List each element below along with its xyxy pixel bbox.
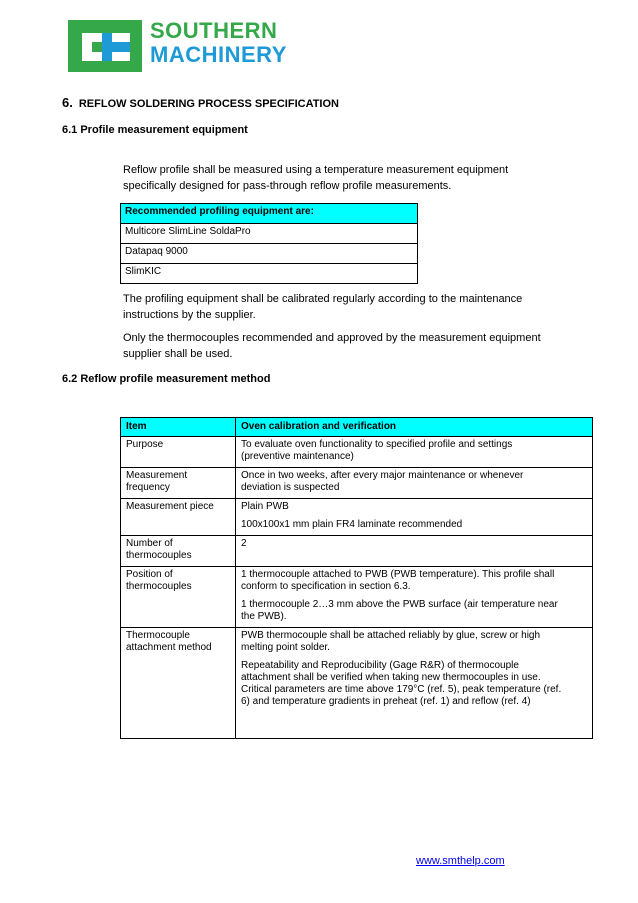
table-header-cell: Oven calibration and verification [236, 418, 593, 437]
table-row [121, 628, 593, 739]
table-cell: Multicore SlimLine SoldaPro [121, 224, 418, 244]
table-row [121, 264, 418, 284]
text-line: specifically designed for pass-through reflow profile measurements. [123, 180, 452, 192]
text-line: The profiling equipment shall be calibrated regularly according to the maintenance [123, 293, 523, 305]
table-cell-description: 1 thermocouple attached to PWB (PWB temperature). This profile shall conform to specification in section 6.3. 1 thermocouple 2…3 mm above the PWB surface (air temperature near the PWB). [236, 567, 593, 628]
table-cell-description: Plain PWB 100x100x1 mm plain FR4 laminate recommended [236, 499, 593, 536]
table-cell-item: Purpose [121, 437, 236, 468]
table-header-row [121, 418, 593, 437]
text-line: Reflow profile shall be measured using a temperature measurement equipment [123, 164, 509, 176]
section-title: REFLOW SOLDERING PROCESS SPECIFICATION [78, 98, 339, 110]
table-row [121, 437, 593, 468]
text-line: instructions by the supplier. [123, 309, 256, 321]
calibration-paragraph [123, 291, 563, 323]
table-header-cell: Item [121, 418, 236, 437]
section-number: 6. [62, 95, 73, 110]
section-heading [62, 95, 339, 110]
equipment-table [120, 203, 418, 284]
table-cell-description: Once in two weeks, after every major maintenance or whenever deviation is suspected [236, 468, 593, 499]
table-cell-item: Measurement frequency [121, 468, 236, 499]
table-row [121, 224, 418, 244]
table-row [121, 567, 593, 628]
table-row [121, 499, 593, 536]
table-cell-item: Measurement piece [121, 499, 236, 536]
company-logo [66, 16, 306, 76]
table-cell-description: PWB thermocouple shall be attached reliably by glue, screw or high melting point solder. Repeatability and Reproducibility (Gage R&R) of thermocouple attachment shall be verified when taking new thermocouples in use. Critical parameters are time above 179°C (ref. 5), peak temperature (ref. 6) and temperature gradients in preheat (ref. 1) and reflow (ref. 4) [236, 628, 593, 739]
table-cell-description: To evaluate oven functionality to specified profile and settings (preventive maintenance) [236, 437, 593, 468]
table-cell: Datapaq 9000 [121, 244, 418, 264]
measurement-method-table [120, 417, 593, 739]
website-link[interactable]: www.smthelp.com [416, 855, 505, 867]
logo-text-machinery: MACHINERY [150, 42, 287, 67]
table-row [121, 244, 418, 264]
table-cell-description: 2 [236, 536, 593, 567]
table-cell-item: Position of thermocouples [121, 567, 236, 628]
text-line: Only the thermocouples recommended and approved by the measurement equipment [123, 332, 541, 344]
logo-text-southern: SOUTHERN [150, 18, 278, 43]
subsection-heading-6-2: 6.2 Reflow profile measurement method [62, 373, 271, 385]
table-row [121, 536, 593, 567]
table-cell-item: Thermocouple attachment method [121, 628, 236, 739]
thermocouple-paragraph [123, 330, 563, 362]
text-line: supplier shall be used. [123, 348, 233, 360]
logo-mark-icon [66, 16, 146, 76]
subsection-heading-6-1: 6.1 Profile measurement equipment [62, 124, 248, 136]
table-cell-item: Number of thermocouples [121, 536, 236, 567]
equipment-intro-paragraph [123, 162, 563, 194]
table-header-row [121, 204, 418, 224]
table-cell: SlimKIC [121, 264, 418, 284]
table-header-cell: Recommended profiling equipment are: [121, 204, 418, 224]
table-row [121, 468, 593, 499]
